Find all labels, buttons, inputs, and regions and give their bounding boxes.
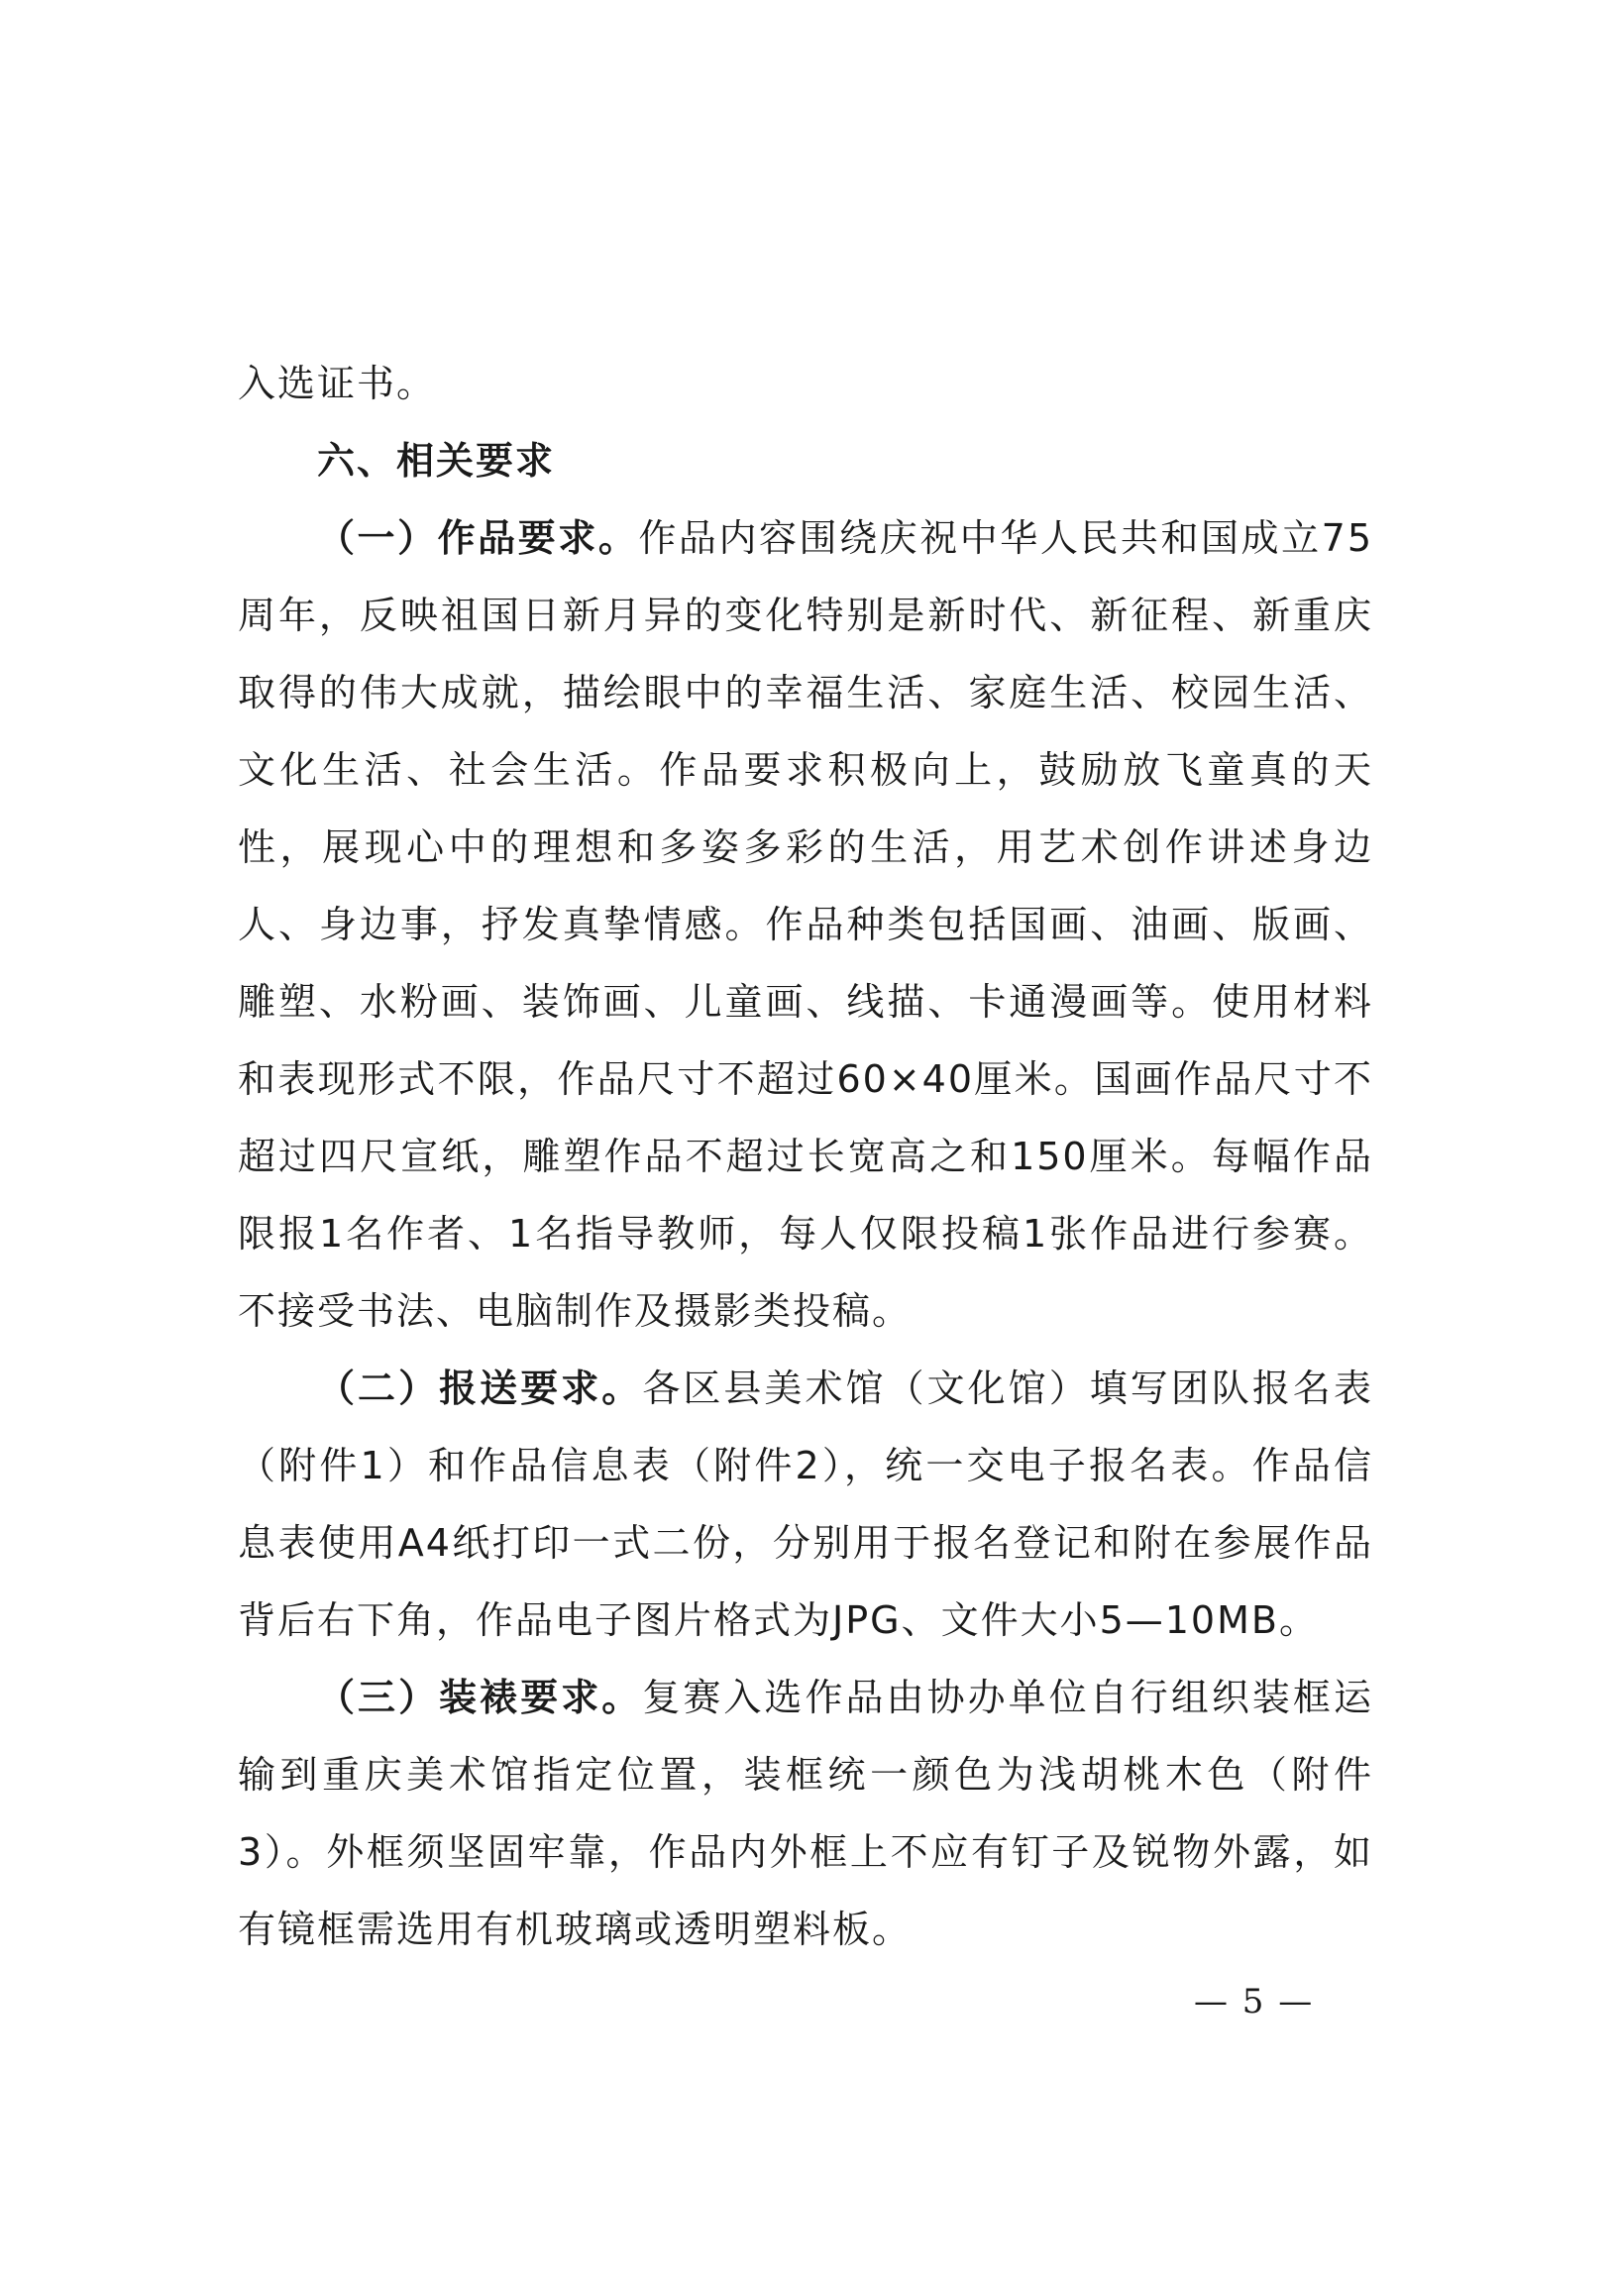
paragraph-submission-requirements (238, 1350, 1373, 1659)
paragraph-text: 复赛入选作品由协办单位自行组织装框运输到重庆美术馆指定位置，装框统一颜色为浅胡桃木色（附件3）。外框须坚固牢靠，作品内外框上不应有钉子及锐物外露，如有镜框需选用有机玻璃或透明塑料板。 (238, 1676, 1373, 1951)
paragraph-lead: （二）报送要求。 (317, 1367, 643, 1410)
section-heading: 六、相关要求 (317, 439, 556, 483)
paragraph-lead: （一）作品要求。 (317, 516, 639, 560)
paragraph-artwork-requirements (238, 499, 1373, 1350)
paragraph-framing-requirements (238, 1659, 1373, 1968)
document-body (238, 345, 1373, 1968)
continuation-line: 入选证书。 (238, 362, 437, 405)
paragraph-text: 各区县美术馆（文化馆）填写团队报名表（附件1）和作品信息表（附件2），统一交电子报名表。作品信息表使用A4纸打印一式二份，分别用于报名登记和附在参展作品背后右下角，作品电子图片格式为JPG、文件大小5—10MB。 (238, 1367, 1373, 1642)
page-number: — 5 — (1194, 1982, 1315, 2022)
paragraph-lead: （三）装裱要求。 (317, 1676, 643, 1719)
paragraph-text: 作品内容围绕庆祝中华人民共和国成立75周年，反映祖国日新月异的变化特别是新时代、新征程、新重庆取得的伟大成就，描绘眼中的幸福生活、家庭生活、校园生活、文化生活、社会生活。作品要求积极向上，鼓励放飞童真的天性，展现心中的理想和多姿多彩的生活，用艺术创作讲述身边人、身边事，抒发真挚情感。作品种类包括国画、油画、版画、雕塑、水粉画、装饰画、儿童画、线描、卡通漫画等。使用材料和表现形式不限，作品尺寸不超过60×40厘米。国画作品尺寸不超过四尺宣纸，雕塑作品不超过长宽高之和150厘米。每幅作品限报1名作者、1名指导教师，每人仅限投稿1张作品进行参赛。不接受书法、电脑制作及摄影类投稿。 (238, 516, 1373, 1333)
